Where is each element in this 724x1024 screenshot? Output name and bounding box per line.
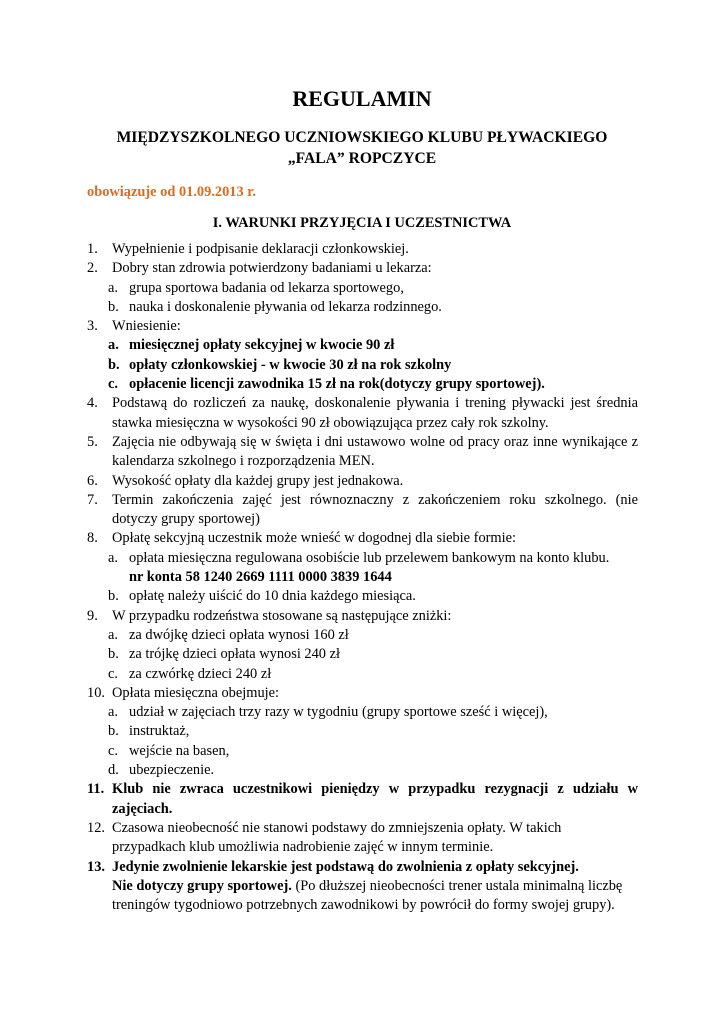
item-text: Opłata miesięczna obejmuje: bbox=[112, 684, 280, 701]
item-number: 10. bbox=[87, 684, 105, 701]
sub-item-text: ubezpieczenie. bbox=[129, 762, 215, 779]
sub-item bbox=[87, 336, 638, 355]
item-text: Zajęcia nie odbywają się w święta i dni ustawowo wolne od pracy oraz inne wynikające z kalendarza szkolnego i rozporządzenia MEN. bbox=[112, 433, 638, 470]
item-text-rest: (Po dłuższej nieobecności trener ustala minimalną liczbę treningów tygodniowo potrzebnych zawodnikowi by powrócił do formy swojej grupy). bbox=[112, 877, 623, 914]
item-number: 2. bbox=[87, 260, 98, 277]
item-number: 4. bbox=[87, 395, 98, 412]
document-title: REGULAMIN bbox=[292, 86, 432, 111]
list-item bbox=[87, 394, 638, 433]
item-text: Jedynie zwolnienie lekarskie jest podstawą do zwolnienia z opłaty sekcyjnej. bbox=[112, 858, 579, 875]
item-text: Opłatę sekcyjną uczestnik może wnieść w dogodnej dla siebie formie: bbox=[112, 530, 517, 547]
list-item bbox=[87, 433, 638, 472]
sub-item-letter: b. bbox=[108, 723, 119, 740]
sub-item-text: za trójkę dzieci opłata wynosi 240 zł bbox=[129, 646, 340, 663]
effective-date: obowiązuje od 01.09.2013 r. bbox=[87, 184, 256, 200]
sub-item bbox=[87, 298, 638, 317]
item-text: Termin zakończenia zajęć jest równoznaczny z zakończeniem roku szkolnego. (nie dotyczy grupy sportowej) bbox=[112, 491, 638, 528]
item-text: Czasowa nieobecność nie stanowi podstawy do zmniejszenia opłaty. W takich przypadkach klub umożliwia nadrobienie zajęć w innym terminie. bbox=[112, 819, 562, 856]
item-text: Podstawą do rozliczeń za naukę, doskonalenie pływania i trening pływacki jest średnia stawka miesięczna w wysokości 90 zł obowiązująca przez cały rok szkolny. bbox=[112, 395, 638, 431]
sub-item-letter: b. bbox=[108, 356, 120, 373]
sub-item-text: za czwórkę dzieci 240 zł bbox=[129, 665, 272, 682]
item-number: 3. bbox=[87, 318, 98, 335]
sub-item-letter: b. bbox=[108, 588, 119, 605]
item-number: 1. bbox=[87, 241, 98, 257]
item-number: 12. bbox=[87, 819, 105, 836]
sub-item bbox=[87, 375, 638, 394]
list-item bbox=[87, 317, 638, 336]
sub-item-letter: c. bbox=[108, 665, 118, 682]
sub-item bbox=[87, 626, 638, 645]
list-item bbox=[87, 240, 638, 259]
item-number: 9. bbox=[87, 607, 98, 624]
item-text: Dobry stan zdrowia potwierdzony badaniami u lekarza: bbox=[112, 260, 432, 277]
sub-item bbox=[87, 703, 638, 722]
sub-item-text: za dwójkę dzieci opłata wynosi 160 zł bbox=[129, 626, 349, 643]
sub-item-text: nauka i doskonalenie pływania od lekarza rodzinnego. bbox=[129, 298, 442, 315]
item-text: Wniesienie: bbox=[112, 318, 181, 335]
item-number: 11. bbox=[87, 781, 105, 798]
item-text: Klub nie zwraca uczestnikowi pieniędzy w przypadku rezygnacji z udziału w zajęciach. bbox=[112, 781, 638, 817]
subtitle-line-1: MIĘDZYSZKOLNEGO UCZNIOWSKIEGO KLUBU PŁYWACKIEGO bbox=[116, 129, 608, 146]
sub-item-text: opłata miesięczna regulowana osobiście lub przelewem bankowym na konto klubu. bbox=[129, 549, 610, 566]
item-text: Wypełnienie i podpisanie deklaracji członkowskiej. bbox=[112, 241, 409, 257]
section-title: I. WARUNKI PRZYJĘCIA I UCZESTNICTWA bbox=[212, 215, 512, 231]
item-text-continuation bbox=[112, 877, 638, 916]
item-number: 13. bbox=[87, 858, 105, 875]
item-text-bold: Nie dotyczy grupy sportowej. bbox=[112, 877, 292, 894]
sub-item-text: miesięcznej opłaty sekcyjnej w kwocie 90 zł bbox=[129, 337, 395, 354]
rules-list bbox=[87, 240, 638, 915]
sub-item-text: grupa sportowa badania od lekarza sportowego, bbox=[129, 279, 404, 296]
sub-item-letter: c. bbox=[108, 742, 118, 759]
sub-item-text: opłacenie licencji zawodnika 15 zł na rok(dotyczy grupy sportowej). bbox=[129, 376, 545, 393]
sub-item bbox=[87, 665, 638, 684]
list-item bbox=[87, 259, 638, 278]
sub-item bbox=[87, 722, 638, 741]
list-item bbox=[87, 491, 638, 530]
sub-item-letter: a. bbox=[108, 704, 118, 721]
list-item bbox=[87, 819, 638, 858]
sub-item bbox=[87, 279, 638, 298]
sub-item bbox=[87, 761, 638, 780]
list-item bbox=[87, 684, 638, 703]
list-item bbox=[87, 529, 638, 548]
sub-item bbox=[87, 549, 638, 588]
sub-item-letter: b. bbox=[108, 298, 119, 315]
sub-item-letter: c. bbox=[108, 376, 118, 393]
sub-item-text: opłaty członkowskiej - w kwocie 30 zł na rok szkolny bbox=[129, 356, 452, 373]
sub-item bbox=[87, 645, 638, 664]
sub-item-letter: a. bbox=[108, 626, 118, 643]
item-number: 8. bbox=[87, 530, 98, 547]
sub-item-text: instruktaż, bbox=[129, 723, 190, 740]
sub-item bbox=[87, 356, 638, 375]
item-number: 6. bbox=[87, 472, 98, 489]
sub-item-text: udział w zajęciach trzy razy w tygodniu (grupy sportowe sześć i więcej), bbox=[129, 704, 548, 721]
list-item bbox=[87, 607, 638, 626]
sub-item-letter: b. bbox=[108, 646, 119, 663]
sub-item-letter: a. bbox=[108, 279, 118, 296]
bank-account-number: nr konta 58 1240 2669 1111 0000 3839 1644 bbox=[129, 569, 392, 586]
sub-item-letter: d. bbox=[108, 762, 119, 779]
sub-item-letter: a. bbox=[108, 549, 118, 566]
sub-item bbox=[87, 742, 638, 761]
item-text: Wysokość opłaty dla każdej grupy jest jednakowa. bbox=[112, 472, 404, 489]
sub-item-text: opłatę należy uiścić do 10 dnia każdego miesiąca. bbox=[129, 588, 416, 605]
sub-item-letter: a. bbox=[108, 337, 119, 354]
item-number: 7. bbox=[87, 491, 98, 508]
item-text: W przypadku rodzeństwa stosowane są następujące zniżki: bbox=[112, 607, 452, 624]
sub-item-text: wejście na basen, bbox=[129, 742, 230, 759]
list-item bbox=[87, 858, 638, 916]
document-subtitle bbox=[0, 127, 724, 169]
list-item bbox=[87, 780, 638, 819]
item-number: 5. bbox=[87, 433, 98, 450]
subtitle-line-2: „FALA” ROPCZYCE bbox=[287, 150, 437, 167]
list-item bbox=[87, 472, 638, 491]
sub-item bbox=[87, 587, 638, 606]
